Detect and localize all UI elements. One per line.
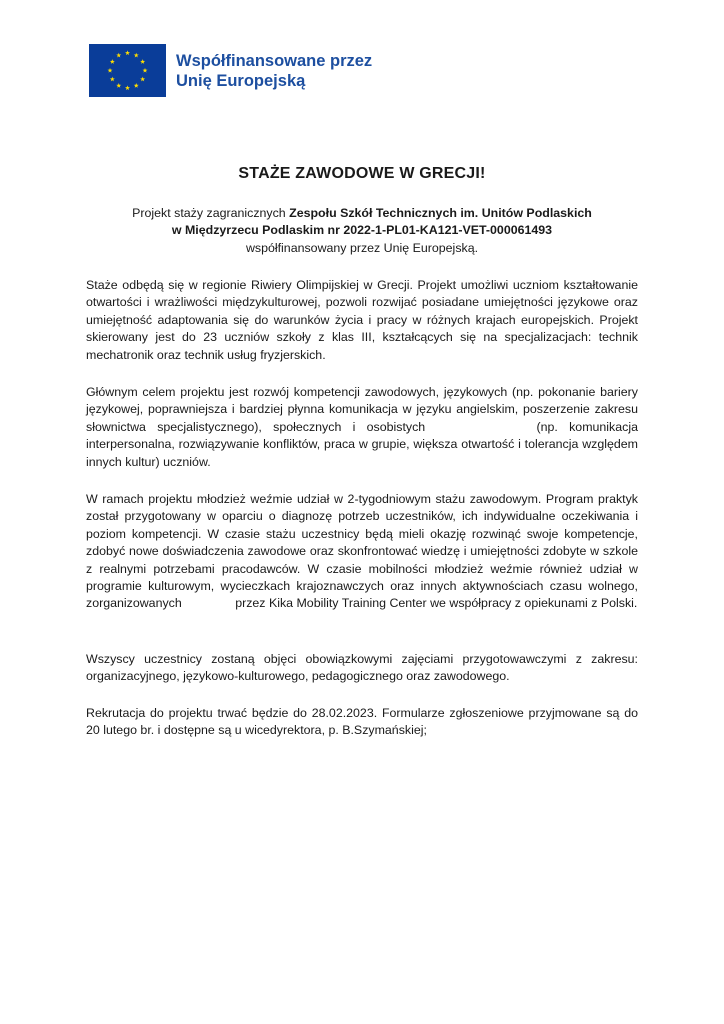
paragraph-goals [86,384,638,471]
eu-logo-line1: Współfinansowane przez [176,51,373,70]
eu-logo-line2: Unię Europejską [176,71,306,90]
paragraph-program [86,491,638,613]
paragraph-goals-part2: (np. komunikacja interpersonalna, rozwiązywanie konfliktów, praca w grupie, większa otwartość i tolerancja względem innych kultur) uczniów. [86,419,638,469]
page-title: STAŻE ZAWODOWE W GRECJI! [238,165,486,182]
eu-logo-text [176,51,372,91]
paragraph-preparation: Wszyscy uczestnicy zostaną objęci obowiązkowymi zajęciami przygotowawczymi z zakresu: organizacyjnego, językowo-kulturowego, pedagogicznego oraz zawodowego. [86,652,638,684]
eu-flag-icon [89,44,166,97]
project-intro [86,205,638,257]
paragraph-program-part2: przez Kika Mobility Training Center we współpracy z opiekunami z Polski. [235,596,638,611]
paragraph-recruitment: Rekrutacja do projektu trwać będzie do 28.02.2023. Formularze zgłoszeniowe przyjmowane są do 20 lutego br. i dostępne są u wicedyrektora, p. B.Szymańskiej; [86,706,638,738]
intro-school: Zespołu Szkół Technicznych im. Unitów Podlaskich [289,206,592,220]
intro-line2 [86,222,638,239]
eu-cofunding-logo [89,44,372,97]
intro-line3: współfinansowany przez Unię Europejską. [245,240,479,255]
intro-location: w Międzyrzecu Podlaskim nr 2022-1-PL01-KA121-VET-000061493 [171,223,553,238]
paragraph-program-part1: W ramach projektu młodzież weźmie udział w 2-tygodniowym stażu zawodowym. Program praktyk został przygotowany w oparciu o diagnozę potrzeb uczestników, ich indywidualne oczekiwania i poziom kompetencji. W czasie stażu uczestnicy będą mieli okazję rozwinąć swoje kompetencje, zdobyć nowe doświadczenia zawodowe oraz skonfrontować wiedzę i umiejętności zdobyte w szkole z realnymi potrzebami pracodawców. W czasie mobilności młodzież weźmie również udział w programie kulturowym, wycieczkach krajoznawczych oraz innych aktywnościach czasu wolnego, zorganizowanych [86,492,638,611]
intro-prefix: Projekt staży zagranicznych [132,206,290,220]
intro-line1 [86,205,638,222]
paragraph-goals-part1: Głównym celem projektu jest rozwój kompetencji zawodowych, językowych (np. pokonanie bariery językowej, poprawniejsza i bardziej płynna komunikacja w języku angielskim, poszerzenie zakresu słownictwa specjalistycznego), społecznych i osobistych [86,385,638,434]
paragraph-location: Staże odbędą się w regionie Riwiery Olimpijskiej w Grecji. Projekt umożliwi uczniom kształtowanie otwartości i wrażliwości międzykulturowej, pozwoli rozwijać posiadane umiejętności językowe oraz umiejętność adaptowania się do warunków życia i pracy w różnych krajach europejskich. Projekt skierowany jest do 23 uczniów szkoły z klas III, kształcących się na specjalizacjach: technik mechatronik oraz technik usług fryzjerskich. [86,278,638,362]
